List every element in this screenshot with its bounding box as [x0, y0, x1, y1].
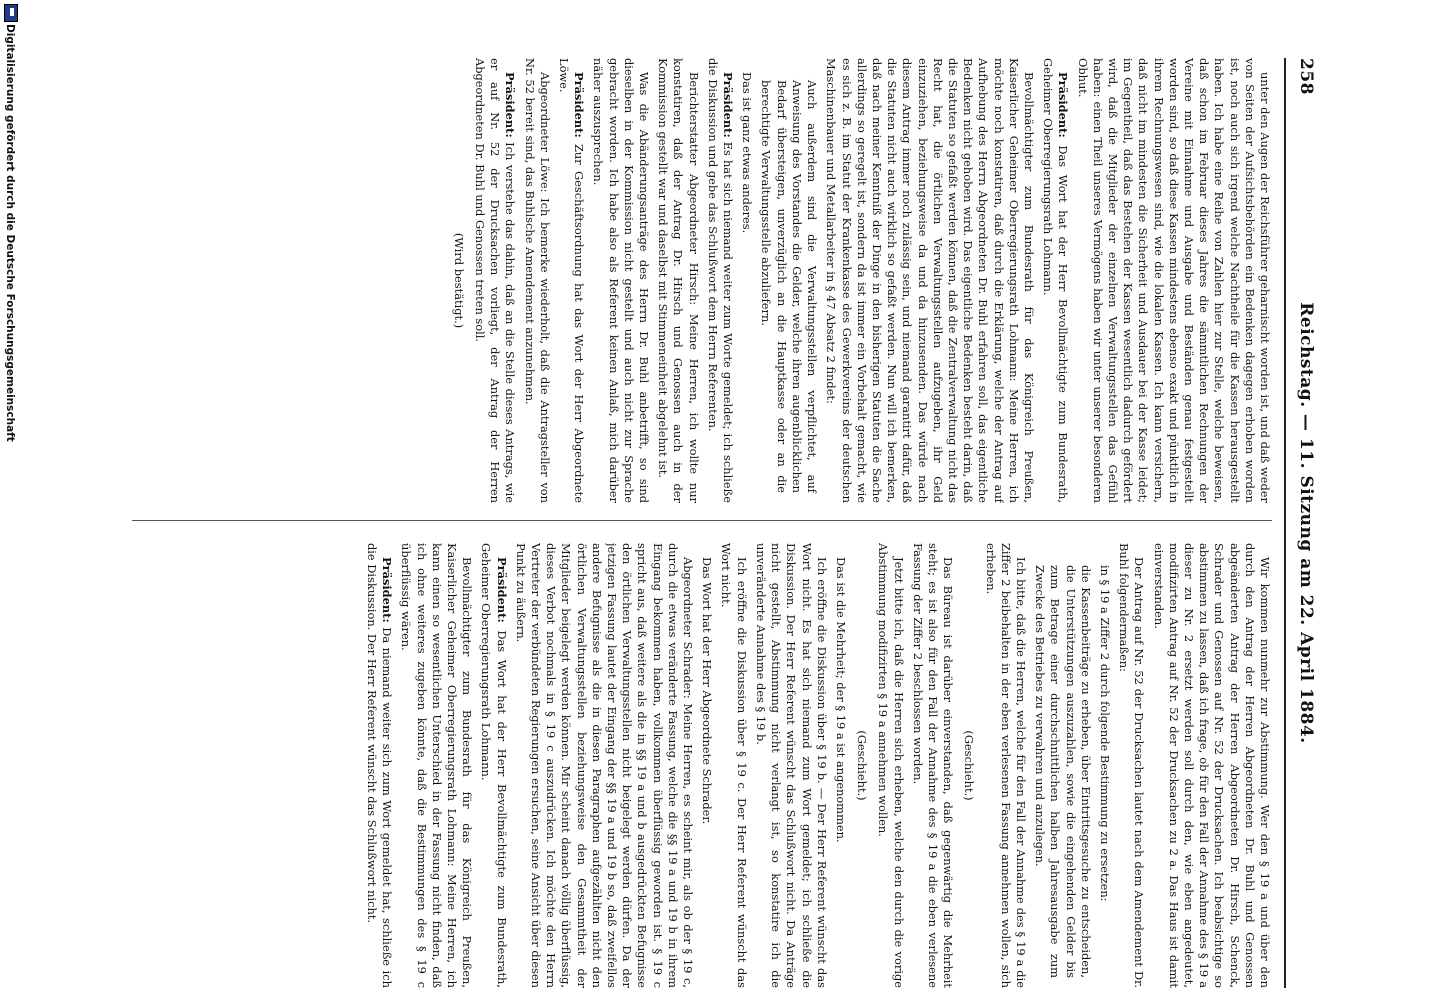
stage-direction: (Geschieht.): [962, 730, 977, 801]
stage-direction: (Wird bestätigt.): [451, 232, 466, 329]
speech-text: Es hat sich niemand weiter zum Worte gemeldet; ich schließe die Diskussion und gebe das Schlußwort dem Herrn Referenten.: [705, 58, 736, 503]
paragraph: Abgeordneter Schrader: Meine Herren, es scheint mir, als ob der § 19 c, durch die etwas veränderte Fassung, welche die §§ 19 a und 19 b in ihrem Eingang bekommen haben, vollkommen überflüssig geworden ist. § 19 c spricht aus, daß weitere als die in §§ 19 a und b ausgedrückten Befugnisse den örtlichen Verwaltungsstellen nicht beigelegt werden dürfen. Da der jetzigen Fassung lautet der Eingang der §§ 19 a und 19 b so, daß zweifellos andere Befugnisse als die in diesen Paragraphen aufgezählten nicht den örtlichen Verwaltungsstellen beziehungsweise den Gesammtheit der Mitglieder beigelegt werden können. Mir scheint danach völlig überflüssig, dieses Verbot nochmals in § 19 c auszudrücken. Ich möchte den Herrn Vertreter der verbündeten Regierungen ersuchen, seine Ansicht über diesen Punkt zu äußern.: [513, 543, 696, 988]
right-column: [132, 543, 1272, 988]
paragraph: Der Antrag auf Nr. 52 der Drucksachen lautet nach dem Amendement Dr. Buhl folgendermaßen:: [1117, 543, 1147, 988]
paragraph: Das Wort hat der Herr Abgeordnete Schrader.: [700, 557, 715, 825]
speech-text: Ich verstehe das dahin, daß an die Stelle dieses Antrags, wie er auf Nr. 52 der Drucksachen vorliegt, der Antrag der Herren Abgeordneten Dr. Buhl und Genossen treten soll.: [473, 58, 518, 503]
speaker-name: Präsident:: [721, 72, 736, 138]
speaker-paragraph: [478, 543, 508, 988]
speaker-paragraph: [472, 58, 518, 503]
speaker-name: Präsident:: [1056, 72, 1071, 138]
paragraph: Abgeordneter Löwe: Ich bemerke wiederholt, daß die Antragsteller von Nr. 52 bereit sind, das Buhlsche Amendement anzunehmen.: [522, 58, 552, 503]
page-number: 258: [1296, 58, 1316, 95]
quoted-text: in § 19 a Ziffer 2 durch folgende Bestimmung zu ersetzen:: [1097, 565, 1112, 902]
page-header: [1284, 58, 1322, 988]
speech-text: Das Wort hat der Herr Bevollmächtigte zum Bundesrath, Geheimer Oberregierungsrath Lohmann.: [1041, 58, 1071, 503]
paragraph: Bevollmächtigter zum Bundesrath für das Königreich Preußen, Kaiserlicher Geheimer Oberregierungsrath Lohmann: Meine Herren, ich möchte noch konstatiren, daß durch die Erklärung, welche der Antrag auf Aufhebung des Herrn Abgeordneten Dr. Buhl erfahren soll, das eigentliche Bedenken nicht gehoben wird. Das eigentliche Bedenken besteht darin, daß die Statuten so gefaßt werden können, daß die Zentralverwaltung nicht das Recht hat, die örtlichen Verwaltungsstellen aufzugeben, ihr Geld einzuziehen, beziehungsweise da und da hinzusenden. Das würde nach diesem Antrag immer noch zulässig sein, und niemand garantirt dafür, daß die Statuten nicht auch wirklich so gefaßt werden. Nun will ich bemerken, daß nach meiner Kenntniß der Dinge in den bisherigen Statuten die Sache allerdings so geregelt ist, sondern da ist immer ein Vorbehalt gemacht, wie es sich z. B. im Statut der Krankenkasse des Gewerkvereins der deutschen Maschinenbauer und Metallarbeiter in § 47 Absatz 2 findet:: [824, 58, 1036, 503]
speaker-paragraph: [705, 58, 735, 503]
paragraph: Wir kommen nunmehr zur Abstimmung. Wer den § 19 a und über den durch den Antrag der Herren Abgeordneten Dr. Buhl und Genossen abgeänderten Antrag der Herren Abgeordneten Dr. Hirsch, Schenck, Schrader und Genossen auf Nr. 52 der Drucksachen. Ich beabsichtige so abstimmen zu lassen, daß ich frage, ob für den Fall der Annahme des § 19 a dieser zu Nr. 2 ersetzt werden soll durch den, wie eben angedeutet, modifizirten Antrag auf Nr. 52 der Drucksachen zu 2 a. Das Haus ist damit einverstanden.: [1151, 543, 1272, 988]
speaker-name: Präsident:: [380, 557, 395, 623]
stage-direction: (Geschieht.): [855, 730, 870, 801]
column-divider: [132, 520, 1272, 521]
speech-text: Das Wort hat der Herr Bevollmächtigte zum Bundesrath, Geheimer Oberregierungsrath Lohmann.: [479, 543, 509, 988]
paragraph: Ich eröffne die Diskussion über § 19 b. — Der Herr Referent wünscht das Wort nicht. Es hat sich niemand zum Wort gemeldet; ich schließe die Diskussion. Der Herr Referent wünscht das Schlußwort nicht. Da Anträge nicht gestellt, Abstimmung nicht verlangt ist, so konstatire ich die unveränderte Annahme des § 19 b.: [753, 543, 829, 988]
paragraph: Das Büreau ist darüber einverstanden, daß gegenwärtig die Mehrheit steht; es ist also für den Fall der Annahme des § 19 a die eben verlesene Fassung der Ziffer 2 beschlossen worden.: [910, 543, 956, 988]
speech-text: Da niemand weiter sich zum Wort gemeldet hat, schließe ich die Diskussion. Der Herr Referent wünscht das Schlußwort nicht.: [365, 543, 395, 988]
paragraph: Was die Abänderungsanträge des Herrn Dr. Buhl anbetrifft, so sind dieselben in der Kommission nicht gestellt und auch nicht zur Sprache gebracht worden. Ich habe also als Referent keinen Anlaß, mich darüber näher auszusprechen.: [591, 58, 652, 503]
page-title: Reichstag. — 11. Sitzung am 22. April 1884.: [1296, 302, 1316, 744]
speaker-paragraph: [364, 543, 394, 988]
left-column: [132, 58, 1272, 503]
page-footer: [0, 0, 22, 1000]
footer-credit: Digitalisierung gefördert durch die Deutsche Forschungsgemeinschaft: [4, 24, 16, 442]
paragraph: Ich eröffne die Diskussion über § 19 c. Der Herr Referent wünscht das Wort nicht.: [719, 543, 749, 988]
speech-text: Zur Geschäftsordnung hat das Wort der Herr Abgeordnete Löwe.: [557, 58, 587, 503]
quoted-text: Auch außerdem sind die Verwaltungsstellen verpflichtet, auf Anweisung des Vorstandes die Gelder, welche ihren augenblicklichen Bedarf übersteigen, unverzüglich an die Hauptkasse oder an die berechtigte Verwaltungsstelle abzuliefern.: [759, 80, 820, 493]
paragraph: Ich bitte, daß die Herren, welche für den Fall der Annahme des § 19 a die Ziffer 2 beibehalten in der eben verlesenen Fassung annehmen wollen, sich erheben.: [983, 543, 1028, 988]
speaker-name: Präsident:: [494, 557, 509, 623]
paragraph: Berichterstatter Abgeordneter Hirsch: Meine Herren, ich wollte nur konstatiren, daß der Antrag Dr. Hirsch und Genossen auch in der Kommission gestellt war und daselbst mit Stimmeneinheit abgelehnt ist.: [656, 58, 701, 503]
speaker-paragraph: [556, 58, 586, 503]
speaker-name: Präsident:: [572, 72, 587, 138]
paragraph: Das ist ganz etwas anderes.: [740, 72, 755, 234]
dfg-logo-icon: [4, 4, 18, 22]
paragraph: Das ist die Mehrheit; der § 19 a ist angenommen.: [833, 557, 848, 843]
quoted-text: die Kassenbeiträge zu erheben, über Eintrittsgesuche zu entscheiden, die Unterstützungen auszuzahlen, sowie die eingehenden Gelder bis zum Betrage einer durchschnittlichen halben Jahresausgabe zum Zwecke des Betriebes zu verwahren und anzulegen.: [1033, 565, 1093, 978]
speaker-name: Präsident:: [503, 72, 518, 138]
speaker-paragraph: [1040, 58, 1070, 503]
paragraph: Jetzt bitte ich, daß die Herren sich erheben, welche den durch die vorige Abstimmung modifizirten § 19 a annehmen wollen.: [876, 543, 906, 988]
paragraph: unter den Augen der Reichsführer geharnischt worden ist, und daß weder von Seiten der Aufsichtsbehörden ein Bedenken dagegen erhoben worden ist, noch auch sich irgend welche Nachtheile für die Kassen herausgestellt haben. Ich habe eine Reihe von Zahlen hier zur Stelle, welche beweisen, daß schon im Februar dieses Jahres die sämmtlichen Rechnungen der Vereine mit Einnahme und Ausgabe und Beständen genau festgestellt worden sind, so daß diese Kassen mindestens ebenso exakt und pünktlich in ihrem Rechnungswesen sind, wie die lokalen Kassen. Ich kann versichern, daß nicht im mindesten die Sicherheit und Ausdauer bei der Kasse leidet; im Gegentheil, daß das Bestehen der Kassen wesentlich dadurch gefördert wird, daß die Mitglieder der einzelnen Verwaltungsstellen das Gefühl haben: einen Theil unseres Vermögens haben wir unter unserer besonderen Obhut.: [1075, 58, 1272, 503]
paragraph: Bevollmächtigter zum Bundesrath für das Königreich Preußen, Kaiserlicher Geheimer Oberregierungsrath Lohmann: Meine Herren, ich kann einen so wesentlichen Unterschied in der Fassung nicht finden, daß ich ohne weiteres zugeben könnte, daß die Bestimmungen des § 19 c überflüssig wären.: [399, 543, 475, 988]
